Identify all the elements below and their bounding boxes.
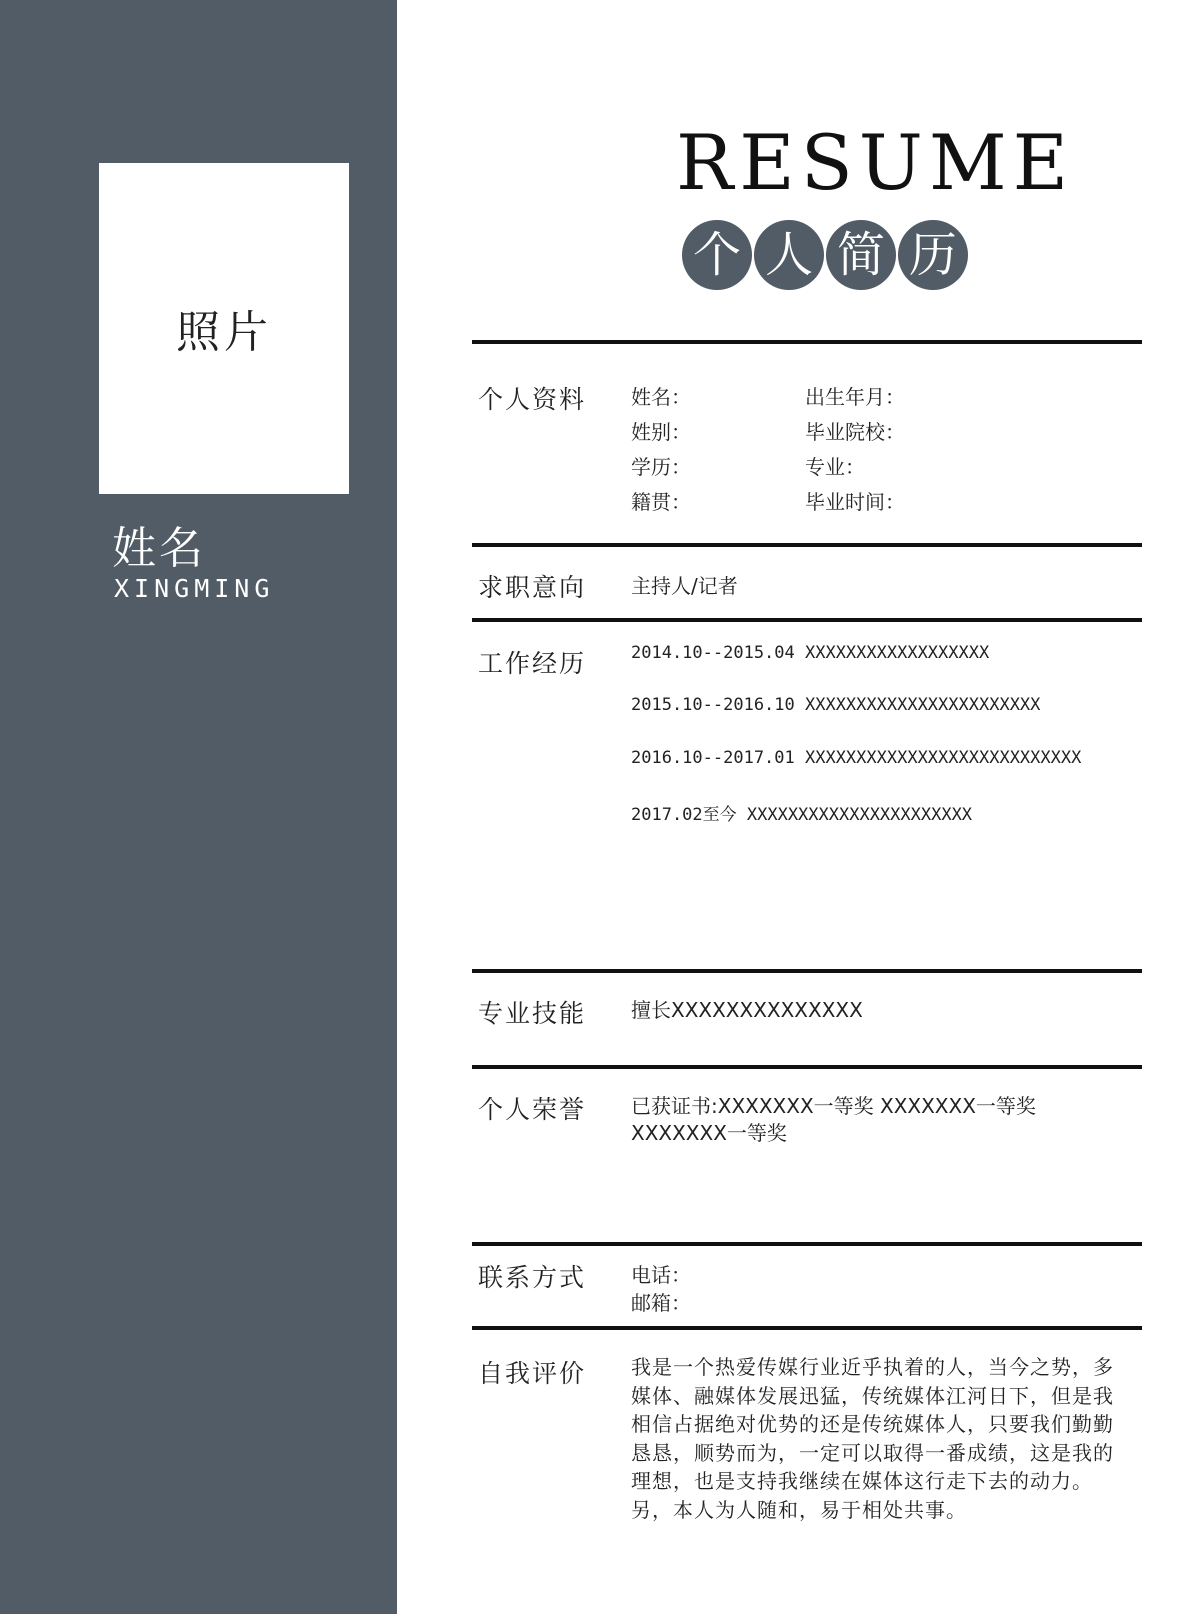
sidebar [0,0,397,1614]
resume-title-chinese [682,220,968,290]
title-char-circle: 简 [826,220,896,290]
section-heading-contact: 联系方式 [478,1263,587,1292]
section-divider [472,1326,1142,1330]
name-label: 姓名： [631,385,691,409]
title-char-circle: 历 [898,220,968,290]
photo-label: 照片 [176,306,272,358]
objective-value: 主持人/记者 [631,574,738,598]
section-heading-work: 工作经历 [478,649,587,678]
sidebar-name: 姓名 [112,523,206,574]
phone-label: 电话： [631,1263,691,1287]
work-entry: 2016.10--2017.01 XXXXXXXXXXXXXXXXXXXXXXXXXXX [631,748,1082,768]
sidebar-name-pinyin: XINGMING [114,574,275,603]
honors-line: XXXXXXX一等奖 [631,1121,787,1145]
section-heading-skills: 专业技能 [478,999,587,1028]
section-divider [472,618,1142,622]
section-heading-personal: 个人资料 [478,385,587,414]
section-divider [472,1242,1142,1246]
hometown-label: 籍贯： [631,490,691,514]
skills-value: 擅长XXXXXXXXXXXXXX [631,998,863,1022]
resume-title: RESUME [676,118,1075,207]
education-label: 学历： [631,455,691,479]
major-label: 专业： [805,455,865,479]
section-divider [472,969,1142,973]
section-heading-objective: 求职意向 [478,573,587,602]
photo-placeholder [99,163,349,494]
section-heading-self-eval: 自我评价 [478,1359,587,1388]
work-entry: 2014.10--2015.04 XXXXXXXXXXXXXXXXXX [631,643,990,663]
section-heading-honors: 个人荣誉 [478,1095,587,1124]
gender-label: 姓别： [631,420,691,444]
honors-line: 已获证书:XXXXXXX一等奖 XXXXXXX一等奖 [631,1094,1036,1118]
title-char-circle: 人 [754,220,824,290]
section-divider [472,1065,1142,1069]
work-entry: 2017.02至今 XXXXXXXXXXXXXXXXXXXXXX [631,805,973,825]
work-entry: 2015.10--2016.10 XXXXXXXXXXXXXXXXXXXXXXX [631,695,1041,715]
section-divider [472,543,1142,547]
self-evaluation-text: 我是一个热爱传媒行业近乎执着的人，当今之势，多媒体、融媒体发展迅猛，传统媒体江河日下，但是我相信占据绝对优势的还是传统媒体人，只要我们勤勤恳恳，顺势而为，一定可以取得一番成绩，这是我的理想，也是支持我继续在媒体这行走下去的动力。另，本人为人随和，易于相处共事。 [631,1355,1114,1522]
birth-label: 出生年月： [805,385,905,409]
graduation-label: 毕业时间： [805,490,905,514]
email-label: 邮箱： [631,1291,691,1315]
school-label: 毕业院校： [805,420,905,444]
title-char-circle: 个 [682,220,752,290]
section-divider [472,340,1142,344]
